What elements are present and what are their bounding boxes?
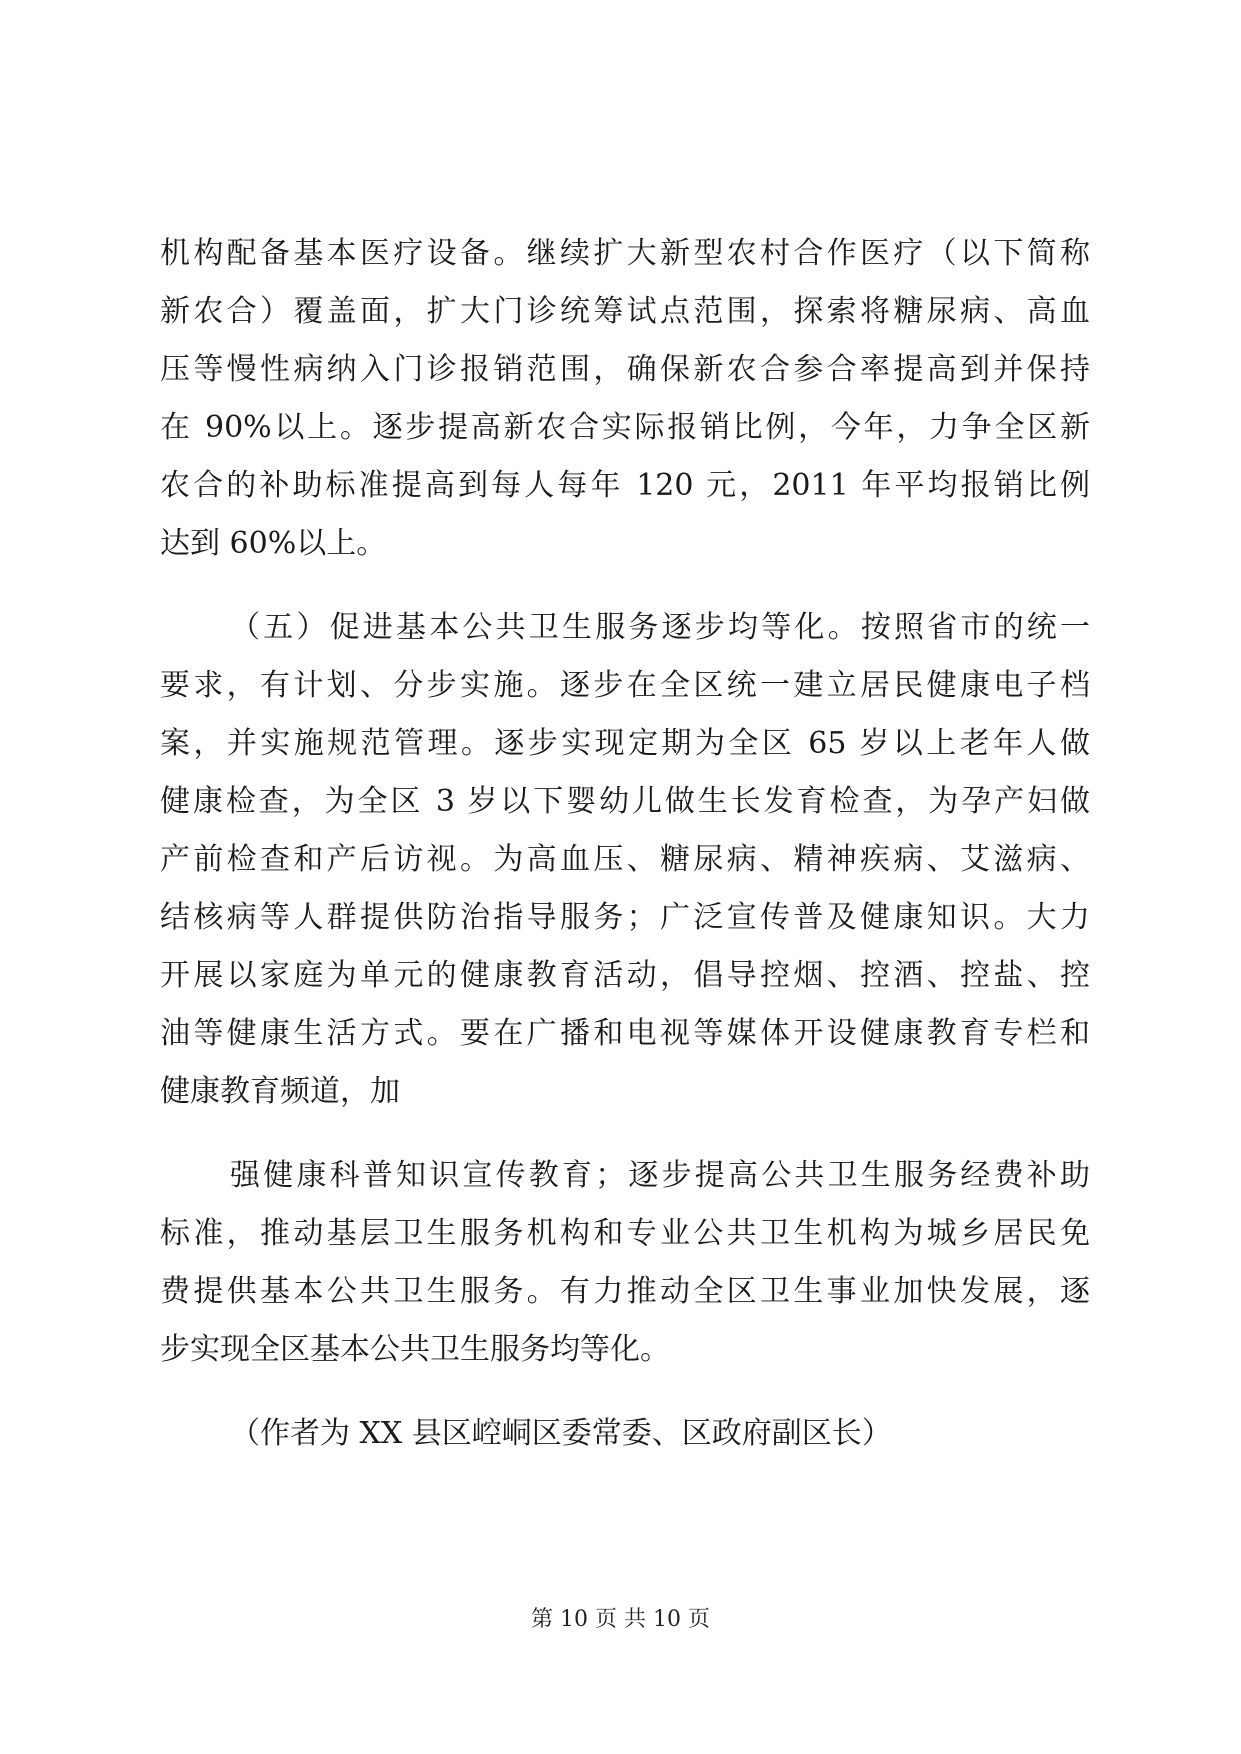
paragraph-1 [160,225,1090,573]
text-line: 费提供基本公共卫生服务。有力推动全区卫生事业加快发展，逐 [160,1274,1090,1309]
paragraph-spacer [160,1379,1090,1405]
text-line: 健康检查，为全区 3 岁以下婴幼儿做生长发育检查，为孕产妇做 [160,784,1090,819]
page-number-footer: 第 10 页 共 10 页 [531,1607,710,1632]
text-line: 新农合）覆盖面，扩大门诊统筹试点范围，探索将糖尿病、高血 [160,294,1090,329]
text-line: （五）促进基本公共卫生服务逐步均等化。按照省市的统一 [230,610,1090,645]
text-line: 达到 60%以上。 [160,526,387,561]
text-line: 标准，推动基层卫生服务机构和专业公共卫生机构为城乡居民免 [160,1216,1090,1251]
document-body [160,225,1090,1463]
text-line: 健康教育频道，加 [160,1074,400,1109]
text-line: 案，并实施规范管理。逐步实现定期为全区 65 岁以上老年人做 [160,726,1090,761]
text-line: 压等慢性病纳入门诊报销范围，确保新农合参合率提高到并保持 [160,352,1090,387]
text-line: 强健康科普知识宣传教育；逐步提高公共卫生服务经费补助 [230,1158,1090,1193]
text-line: 机构配备基本医疗设备。继续扩大新型农村合作医疗（以下简称 [160,236,1090,271]
text-line: 要求，有计划、分步实施。逐步在全区统一建立居民健康电子档 [160,668,1090,703]
text-line: 农合的补助标准提高到每人每年 120 元，2011 年平均报销比例 [160,468,1090,503]
paragraph-3 [160,1147,1090,1379]
text-line: 油等健康生活方式。要在广播和电视等媒体开设健康教育专栏和 [160,1016,1090,1051]
paragraph-spacer [160,573,1090,599]
text-line: 步实现全区基本公共卫生服务均等化。 [160,1332,670,1367]
text-line: 开展以家庭为单元的健康教育活动，倡导控烟、控酒、控盐、控 [160,958,1090,993]
paragraph-2 [160,599,1090,1121]
text-line: 产前检查和产后访视。为高血压、糖尿病、精神疾病、艾滋病、 [160,842,1090,877]
author-note: （作者为 XX 县区崆峒区委常委、区政府副区长） [230,1416,892,1451]
paragraph-spacer [160,1121,1090,1147]
text-line: 在 90%以上。逐步提高新农合实际报销比例，今年，力争全区新 [160,410,1090,445]
text-line: 结核病等人群提供防治指导服务；广泛宣传普及健康知识。大力 [160,900,1090,935]
